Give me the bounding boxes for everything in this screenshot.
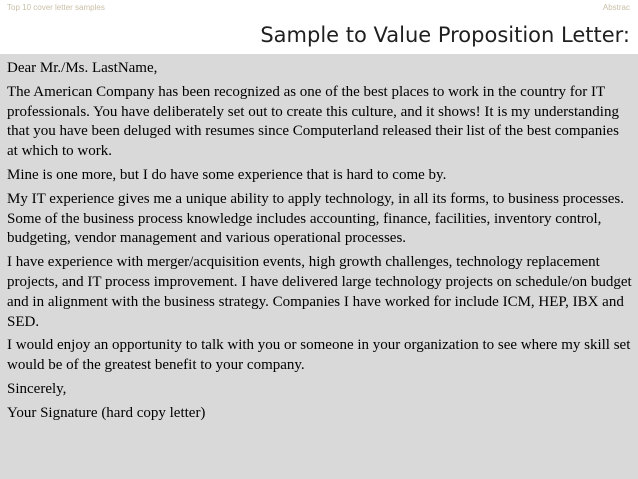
slide-title: Sample to Value Proposition Letter: [260,23,630,47]
letter-paragraph-achievements: I have experience with merger/acquisition events, high growth challenges, technology replacement projects, and IT process improvement. I have delivered large technology projects on schedule/on budget and in alignment with the business strategy. Companies I have worked for include ICM, HEP, IBX and SED. [7,254,632,330]
slide-header [0,0,638,54]
letter-paragraph-pitch: Mine is one more, but I do have some experience that is hard to come by. [7,166,447,183]
watermark-left: Top 10 cover letter samples [7,3,105,12]
letter-valediction: Sincerely, [7,380,67,397]
letter-paragraph-experience: My IT experience gives me a unique ability to apply technology, in all its forms, to business processes. Some of the business process knowledge includes accounting, finance, facilities, inventory control, budgeting, vendor management and various operational processes. [7,190,624,247]
letter-text [7,59,632,428]
letter-salutation: Dear Mr./Ms. LastName, [7,60,158,76]
letter-body [0,54,638,479]
watermark-right: Abstrac [602,3,630,12]
letter-paragraph-closing: I would enjoy an opportunity to talk with you or someone in your organization to see where my skill set would be of the greatest benefit to your company. [7,337,631,374]
letter-paragraph-intro: The American Company has been recognized as one of the best places to work in the country for IT professionals. You have deliberately set out to create this culture, and it shows! It is my understanding that you have been deluged with resumes since Computerland released their list of the best companies at which to work. [7,83,619,160]
letter-signature: Your Signature (hard copy letter) [7,404,206,421]
